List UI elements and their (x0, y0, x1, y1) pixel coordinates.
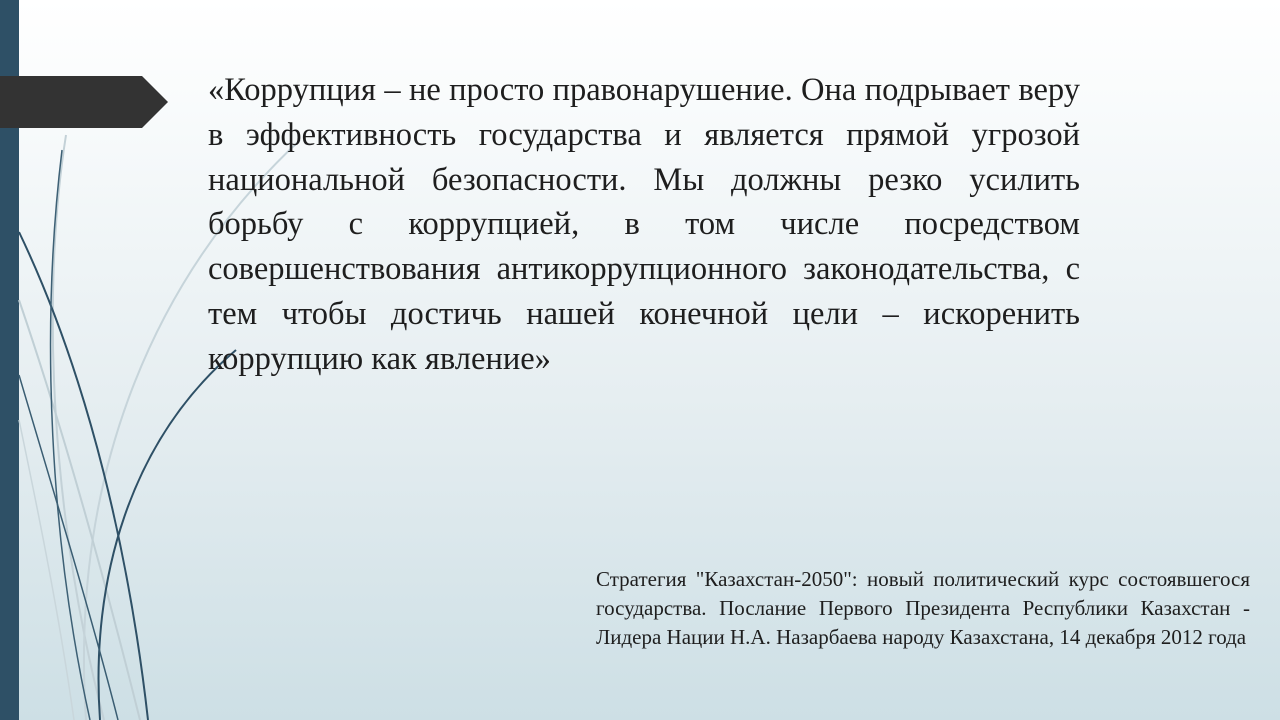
title-tab-arrow (0, 76, 168, 128)
quote-text: «Коррупция – не просто правонарушение. Она подрывает веру в эффективность государства и является прямой угрозой национальной безопасности. Мы должны резко усилить борьбу с коррупцией, в том числе посредством совершенствования антикоррупционного законодательства, с тем чтобы достичь нашей конечной цели – искоренить коррупцию как явление» (208, 72, 1080, 377)
quote-source: Стратегия "Казахстан-2050": новый политический курс состоявшегося государства. Послание Первого Президента Республики Казахстан - Лидера Нации Н.А. Назарбаева народу Казахстана, 14 декабря 2012 года (596, 567, 1250, 650)
curve-dark-2 (99, 350, 236, 720)
